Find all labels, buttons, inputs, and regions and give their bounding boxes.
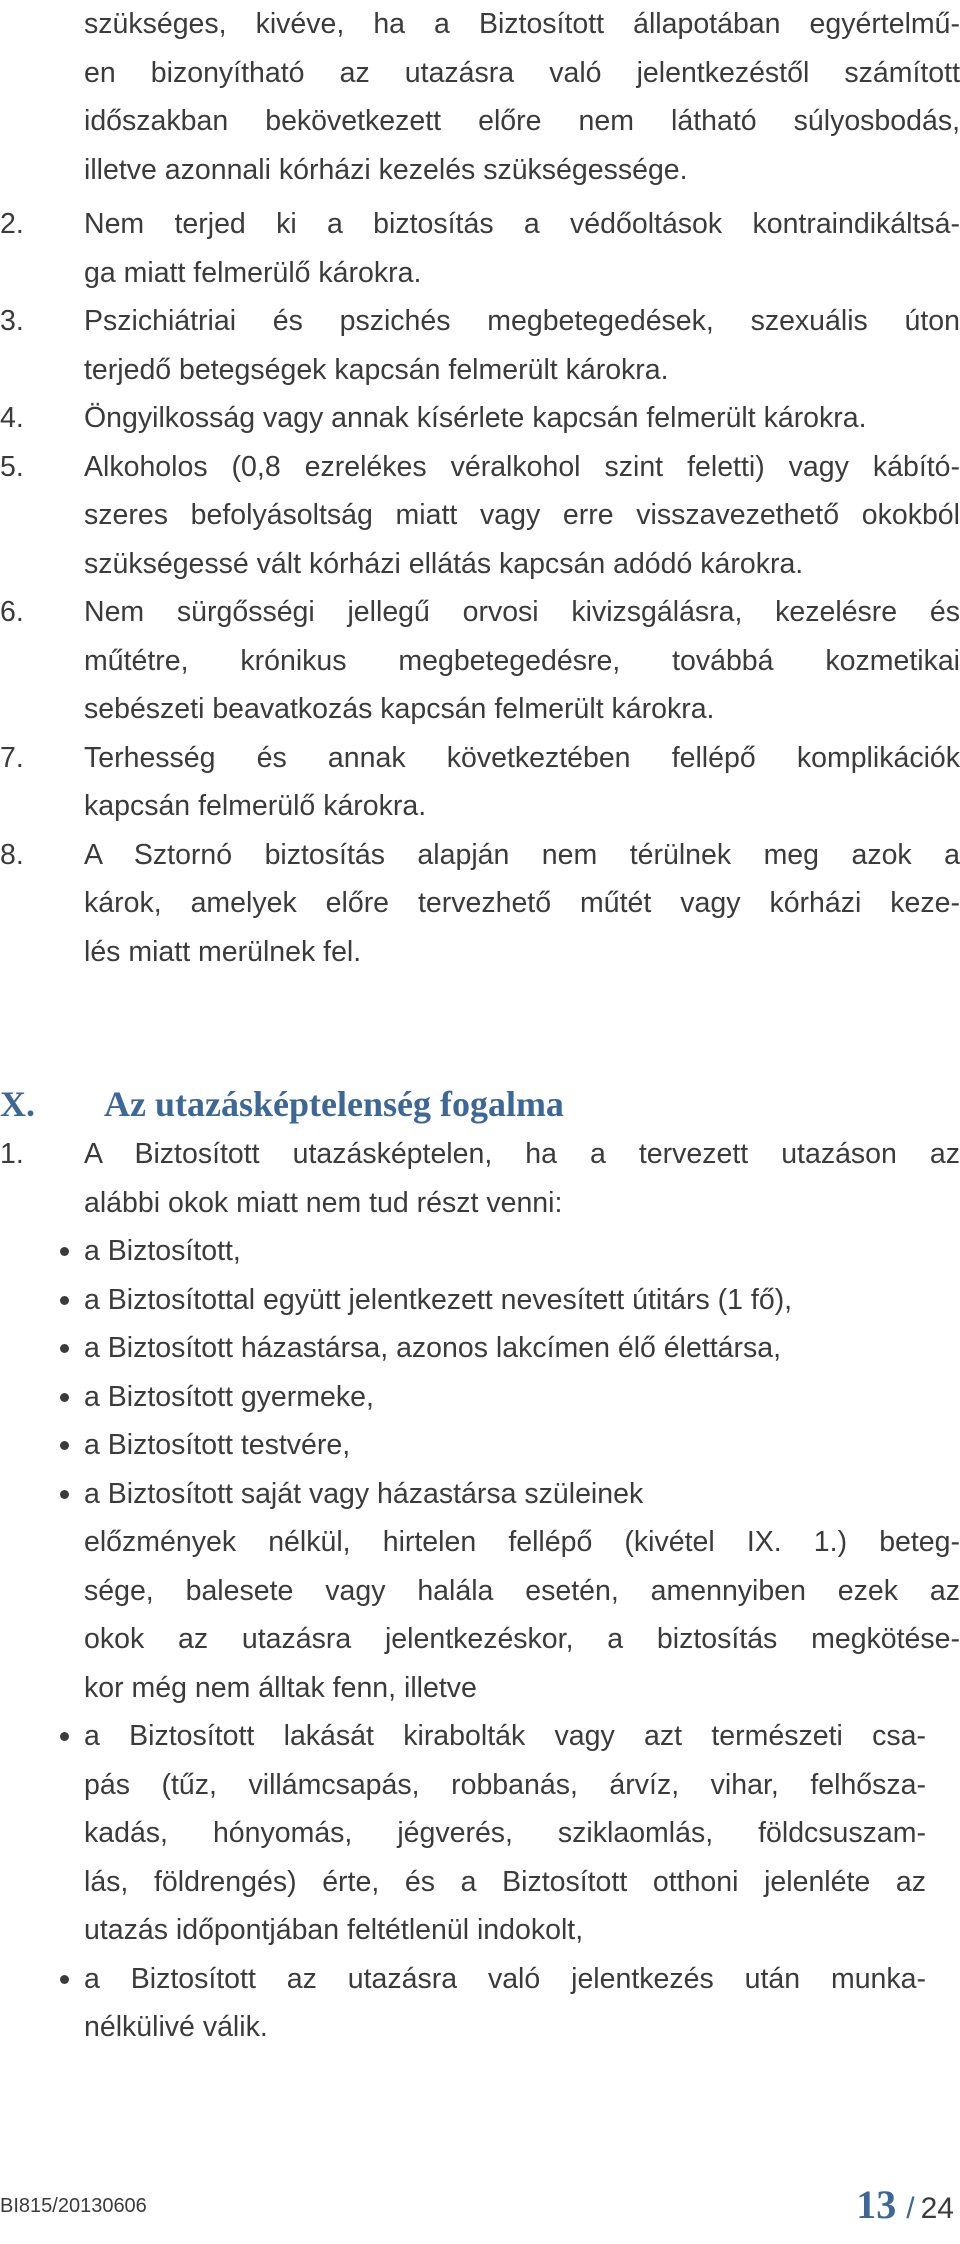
list-item — [0, 588, 960, 734]
text-line: Öngyilkosság vagy annak kísérlete kapcsán felmerült károkra. — [84, 402, 867, 434]
item-number: 3. — [0, 305, 24, 337]
text-line: lés miatt merülnek fel. — [84, 935, 362, 968]
bullet-item — [84, 1324, 960, 1373]
bullet-icon — [60, 1732, 69, 1741]
text-line: kapcsán felmerülő károkra. — [84, 790, 427, 822]
total-pages: 24 — [920, 2192, 954, 2225]
text-line: Pszichiátriai és pszichés megbetegedések, szexuális úton — [84, 305, 960, 337]
text-line: a Biztosított az utazásra való jelentkezés után munka- — [84, 1962, 926, 1995]
page-footer — [0, 2180, 960, 2230]
section-heading — [0, 1074, 960, 1134]
text-line: Nem terjed ki a biztosítás a védőoltások kontraindikáltsá- — [84, 208, 960, 240]
item-number: 8. — [0, 838, 24, 871]
bullet-icon — [60, 1296, 69, 1305]
text-line: kadás, hónyomás, jégverés, sziklaomlás, földcsuszam- — [84, 1817, 926, 1849]
text-line: kor még nem álltak fenn, illetve — [84, 1671, 477, 1704]
bullet-item — [84, 1421, 960, 1470]
item-number: 4. — [0, 402, 24, 434]
document-code: BI815/20130606 — [0, 2195, 147, 2217]
section-number: X. — [0, 1084, 35, 1124]
text-line: Alkoholos (0,8 ezrelékes véralkohol szint feletti) vagy kábító- — [84, 450, 960, 483]
text-line: ga miatt felmerülő károkra. — [84, 256, 422, 289]
text-line: károk, amelyek előre tervezhető műtét vagy kórházi keze- — [84, 887, 960, 919]
bullet-icon — [60, 1490, 69, 1499]
text-line: alábbi okok miatt nem tud részt venni: — [84, 1186, 563, 1219]
text-line: A Sztornó biztosítás alapján nem térülnek meg azok a — [84, 838, 960, 871]
continuation-paragraph — [84, 1518, 960, 1712]
bullet-icon — [60, 1975, 69, 1984]
text-line: nélkülivé válik. — [84, 2011, 268, 2043]
text-line: szeres befolyásoltság miatt vagy erre visszavezethető okokból — [84, 499, 960, 531]
current-page: 13 — [856, 2182, 897, 2227]
item-number: 6. — [0, 596, 24, 628]
list-item — [0, 297, 960, 394]
list-item — [0, 394, 960, 443]
text-line: előzmények nélkül, hirtelen fellépő (kivétel IX. 1.) beteg- — [84, 1526, 960, 1558]
bullet-item — [84, 1470, 960, 1519]
list-item — [0, 443, 960, 589]
section-content — [0, 1130, 960, 2052]
text-line: a Biztosított, — [84, 1235, 241, 1267]
section-title: Az utazásképtelenség fogalma — [104, 1084, 564, 1124]
text-line: Terhesség és annak következtében fellépő komplikációk — [84, 741, 960, 774]
list-item — [0, 200, 960, 297]
bullet-item — [84, 1373, 960, 1422]
text-line: en bizonyítható az utazásra való jelentkezéstől számított — [84, 56, 960, 89]
text-line: szükségessé vált kórházi ellátás kapcsán adódó károkra. — [84, 547, 804, 580]
text-line: utazás időpontjában feltétlenül indokolt, — [84, 1914, 584, 1946]
text-line: lás, földrengés) érte, és a Biztosított otthoni jelenléte az — [84, 1865, 926, 1898]
text-line: időszakban bekövetkezett előre nem látható súlyosbodás, — [84, 105, 960, 137]
page-number — [856, 2180, 954, 2230]
text-line: műtétre, krónikus megbetegedésre, továbbá kozmetikai — [84, 644, 960, 677]
bullet-icon — [60, 1393, 69, 1402]
bullet-item — [84, 1276, 960, 1325]
item-number: 5. — [0, 450, 24, 483]
text-line: a Biztosítottal együtt jelentkezett nevesített útitárs (1 fő), — [84, 1283, 793, 1316]
text-line: okok az utazásra jelentkezéskor, a biztosítás megkötése- — [84, 1623, 960, 1655]
text-line: a Biztosított lakását kirabolták vagy azt természeti csa- — [84, 1720, 926, 1752]
page-separator: / — [906, 2192, 915, 2225]
text-line: a Biztosított saját vagy házastársa szüleinek — [84, 1477, 644, 1510]
bullet-item — [84, 1955, 960, 2052]
text-line: Nem sürgősségi jellegű orvosi kivizsgálásra, kezelésre és — [84, 596, 960, 628]
bullet-icon — [60, 1247, 69, 1256]
top-paragraph-text — [84, 0, 960, 194]
item-number: 7. — [0, 741, 24, 774]
text-line: pás (tűz, villámcsapás, robbanás, árvíz, vihar, felhősza- — [84, 1768, 926, 1801]
bullet-icon — [60, 1344, 69, 1353]
text-line: A Biztosított utazásképtelen, ha a tervezett utazáson az — [84, 1138, 960, 1170]
item-number: 2. — [0, 208, 24, 240]
item-number: 1. — [0, 1138, 24, 1170]
top-paragraph — [84, 0, 960, 194]
text-line: szükséges, kivéve, ha a Biztosított állapotában egyértelmű- — [84, 8, 960, 40]
list-item — [0, 1130, 960, 1227]
bullet-icon — [60, 1441, 69, 1450]
list-item — [0, 734, 960, 831]
text-line: a Biztosított testvére, — [84, 1429, 351, 1461]
text-line: sége, balesete vagy halála esetén, amennyiben ezek az — [84, 1574, 960, 1607]
text-line: illetve azonnali kórházi kezelés szükségessége. — [84, 153, 688, 186]
text-line: sebészeti beavatkozás kapcsán felmerült károkra. — [84, 693, 715, 725]
text-line: a Biztosított gyermeke, — [84, 1380, 374, 1413]
bullet-item — [84, 1712, 960, 1955]
bullet-item — [84, 1227, 960, 1276]
text-line: a Biztosított házastársa, azonos lakcímen élő élettársa, — [84, 1332, 782, 1364]
exclusion-list — [0, 200, 960, 976]
list-item — [0, 831, 960, 977]
text-line: terjedő betegségek kapcsán felmerült károkra. — [84, 353, 669, 386]
